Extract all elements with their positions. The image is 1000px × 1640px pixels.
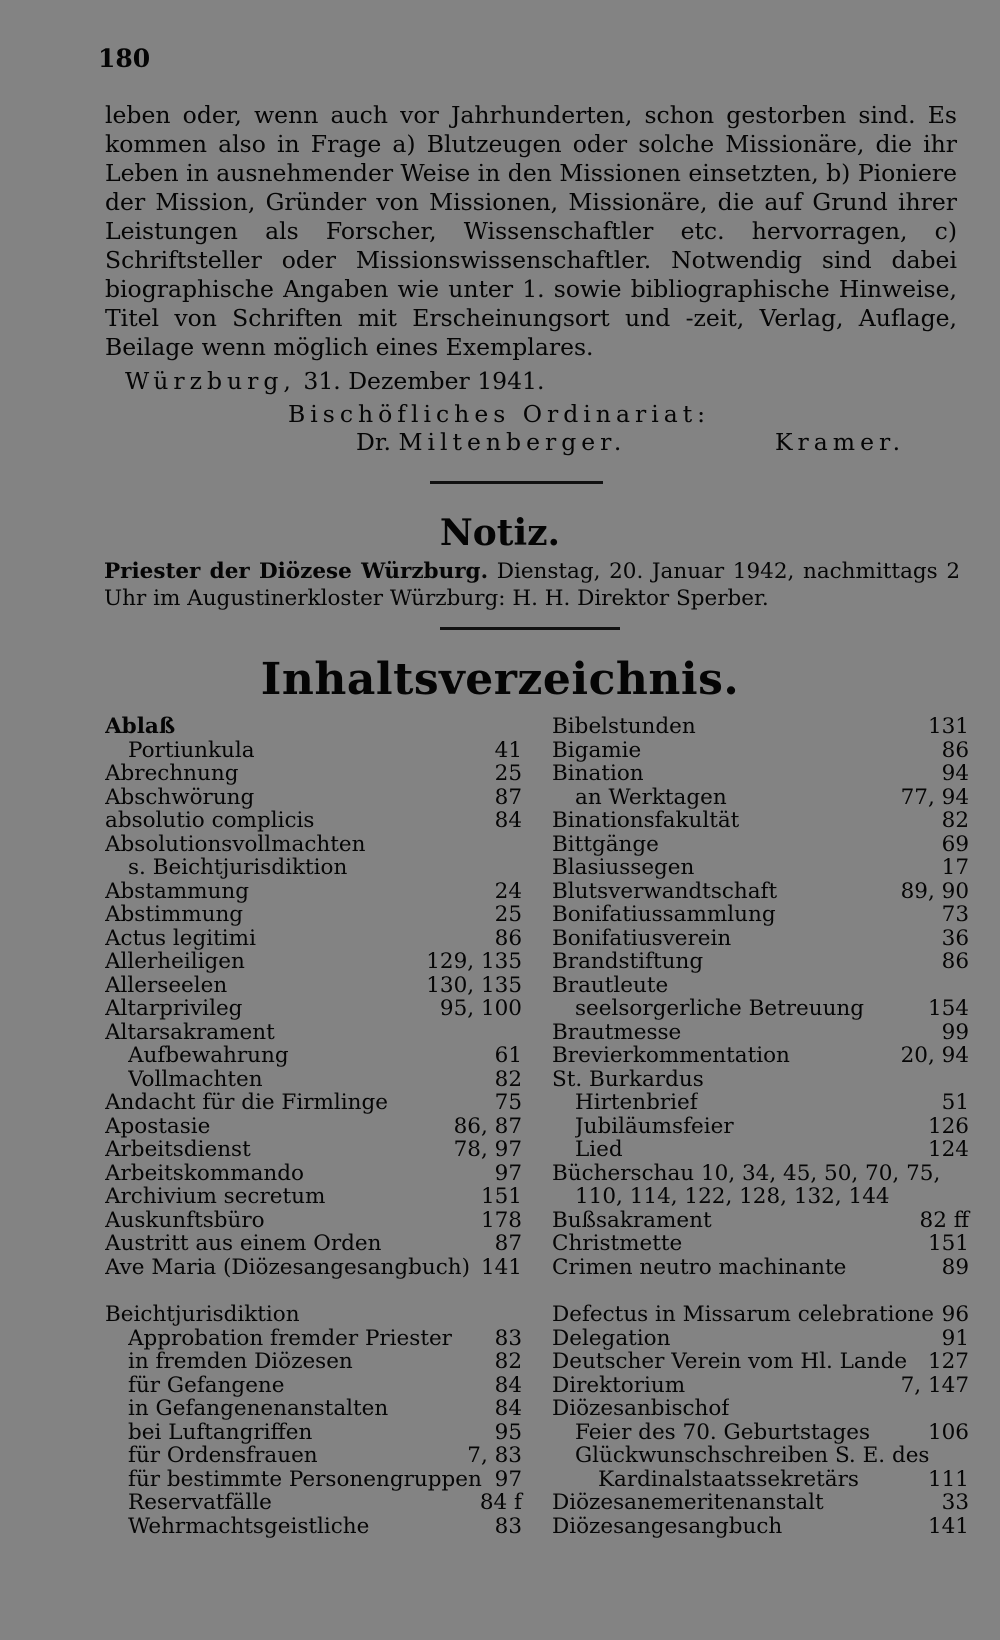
toc-entry-page: 141	[927, 1513, 969, 1539]
toc-entry-label: Brautleute	[552, 973, 669, 997]
toc-entry-page: 75	[494, 1090, 522, 1115]
toc-entry-label: Abschwörung	[105, 785, 255, 809]
body-text	[105, 101, 957, 362]
toc-entry-label: Abrechnung	[105, 762, 239, 786]
toc-entry-label: Austritt aus einem Orden	[105, 1232, 382, 1256]
toc-entry-label: Altarprivileg	[105, 997, 243, 1021]
toc-entry-label: Approbation fremder Priester	[128, 1326, 452, 1350]
toc-entry-page: 82 ff	[919, 1207, 969, 1233]
toc-entry-label: Arbeitsdienst	[105, 1138, 251, 1162]
toc-entry-label: Abstimmung	[105, 903, 244, 927]
toc-entry-label: Aufbewahrung	[128, 1044, 289, 1068]
toc-entry-label: Bußsakrament	[552, 1208, 712, 1232]
toc-entry-page: 89, 90	[900, 878, 969, 904]
toc-entry	[552, 1515, 969, 1539]
toc-entry	[105, 1209, 522, 1233]
toc-entry-label: St. Burkardus	[552, 1067, 704, 1091]
toc-entry-label: Altarsakrament	[105, 1020, 275, 1044]
closing-date: 31. Dezember 1941.	[303, 367, 545, 395]
toc-entry-page: 25	[494, 902, 522, 927]
toc-entry-page: 111	[927, 1466, 969, 1492]
page-number: 180	[98, 44, 151, 73]
toc-entry-label: Christmette	[552, 1232, 683, 1256]
toc-entry-label: Blutsverwandtschaft	[552, 879, 778, 903]
toc-entry-page: 95, 100	[439, 996, 522, 1021]
toc-entry	[105, 1115, 522, 1139]
closing-office: Bischöfliches Ordinariat:	[288, 400, 711, 428]
toc-entry-label: an Werktagen	[575, 785, 727, 809]
toc-entry-page: 69	[941, 831, 969, 857]
toc-entry	[105, 1327, 522, 1351]
toc-entry	[105, 1350, 522, 1374]
toc-entry-label: Diözesangesangbuch	[552, 1514, 783, 1538]
toc-entry	[552, 927, 969, 951]
divider-rule	[440, 627, 620, 630]
toc-entry-page: 77, 94	[900, 784, 969, 810]
toc-entry-page: 126	[927, 1113, 969, 1139]
toc-entry-page: 154	[927, 996, 969, 1021]
toc-entry-page: 97	[494, 1466, 522, 1492]
notice-text: Dienstag, 20. Januar 1942, nachmittags 2 Uhr im Augustinerkloster Würzburg: H. H. Direktor Sperber.	[104, 559, 960, 611]
toc-entry-page: 127	[927, 1349, 969, 1374]
toc-entry-label: bei Luftangriffen	[128, 1420, 313, 1444]
toc-entry-page: 82	[494, 1349, 522, 1374]
toc-entry-label: Blasiussegen	[552, 856, 695, 880]
toc-entry	[105, 903, 522, 927]
toc-entry-label: Brautmesse	[552, 1020, 682, 1044]
toc-entry-label: Absolutionsvollmachten	[105, 832, 366, 856]
toc-entry-page: 86	[494, 925, 522, 951]
toc-entry-label: Reservatfälle	[128, 1491, 272, 1515]
toc-entry	[552, 1021, 969, 1045]
toc-entry-page: 24	[494, 878, 522, 904]
toc-entry-label: Direktorium	[552, 1373, 686, 1397]
toc-entry-page: 61	[494, 1043, 522, 1068]
toc-entry-label: in Gefangenenanstalten	[128, 1397, 389, 1421]
toc-entry-page: 141	[480, 1254, 522, 1280]
toc-entry-page: 84	[494, 808, 522, 833]
toc-title: Inhaltsverzeichnis.	[260, 654, 740, 705]
toc-entry-label: Brandstiftung	[552, 950, 704, 974]
toc-entry-page: 178	[480, 1207, 522, 1233]
toc-entry-label: Auskunftsbüro	[105, 1208, 265, 1232]
toc-entry-label: Portiunkula	[128, 738, 255, 762]
toc-entry-page: 82	[494, 1066, 522, 1092]
toc-entry-label: Glückwunschschreiben S. E. des	[575, 1444, 930, 1468]
toc-entry-label: für Ordensfrauen	[128, 1444, 318, 1468]
toc-entry-page: 94	[941, 761, 969, 786]
toc-left-column	[105, 715, 522, 1538]
toc-entry	[105, 1468, 522, 1492]
toc-entry-label: Allerheiligen	[105, 950, 245, 974]
toc-entry	[552, 1468, 969, 1492]
toc-entry-page: 106	[927, 1419, 969, 1445]
toc-entry-label: Bonifatiussammlung	[552, 903, 776, 927]
toc-entry-page: 51	[941, 1090, 969, 1115]
toc-entry	[552, 1044, 969, 1068]
toc-entry-page: 78, 97	[453, 1137, 522, 1162]
toc-entry	[552, 1256, 969, 1280]
toc-entry	[552, 1491, 969, 1515]
toc-entry-page: 151	[927, 1231, 969, 1256]
toc-entry-page: 84	[494, 1372, 522, 1398]
toc-entry	[552, 809, 969, 833]
toc-entry-label: für Gefangene	[128, 1373, 285, 1397]
toc-entry	[105, 1397, 522, 1421]
notice-title: Notiz.	[439, 512, 561, 554]
toc-entry	[105, 1091, 522, 1115]
toc-entry-page: 7, 147	[900, 1372, 969, 1398]
toc-entry	[105, 1021, 522, 1045]
toc-entry-page: 95	[494, 1419, 522, 1445]
toc-entry	[552, 1421, 969, 1445]
toc-entry	[552, 1091, 969, 1115]
toc-entry	[552, 1068, 969, 1092]
toc-entry	[552, 1162, 969, 1209]
toc-entry	[105, 1185, 522, 1209]
toc-entry-label: Andacht für die Firmlinge	[105, 1091, 388, 1115]
toc-entry-label: Wehrmachtsgeistliche	[128, 1514, 370, 1538]
toc-entry	[552, 1303, 969, 1327]
toc-entry	[105, 950, 522, 974]
closing-place: Würzburg,	[125, 367, 296, 395]
toc-entry-page: 151	[480, 1184, 522, 1209]
toc-entry-label: in fremden Diözesen	[128, 1350, 353, 1374]
toc-entry	[552, 1374, 969, 1398]
toc-entry-label: Lied	[575, 1138, 623, 1162]
toc-entry-label: Binationsfakultät	[552, 809, 740, 833]
toc-entry-page: 91	[941, 1325, 969, 1351]
toc-entry-label: Actus legitimi	[105, 926, 256, 950]
toc-entry-page: 7, 83	[467, 1443, 522, 1468]
toc-entry	[105, 1303, 522, 1327]
toc-entry	[105, 997, 522, 1021]
notice-body	[104, 558, 960, 612]
body-paragraph: leben oder, wenn auch vor Jahrhunderten, schon gestorben sind. Es kommen also in Frage a) Blutzeugen oder solche Missionäre, die ihr Leben in ausnehmender Weise in den Missionen einsetzten, b) Pioniere der Mission, Gründer von Missionen, Missionäre, die auf Grund ihrer Leistungen als Forscher, Wissenschaftler etc. hervorragen, c) Schriftsteller oder Missionswissenschaftler. Notwendig sind dabei biographische Angaben wie unter 1. sowie bibliographische Hinweise, Titel von Schriften mit Erscheinungsort und -zeit, Verlag, Auflage, Beilage wenn möglich eines Exemplares.	[105, 101, 957, 361]
toc-entry-label: Bittgänge	[552, 832, 659, 856]
toc-entry	[105, 833, 522, 857]
toc-entry	[552, 762, 969, 786]
closing-signatory-1-line	[356, 428, 626, 456]
toc-entry-label: Bibelstunden	[552, 715, 696, 739]
closing-title-prefix: Dr.	[356, 428, 391, 456]
toc-entry	[105, 1421, 522, 1445]
toc-entry-page: 20, 94	[900, 1043, 969, 1068]
toc-entry-label: Bücherschau 10, 34, 45, 50, 70, 75, 110, 114, 122, 128, 132, 144	[552, 1160, 941, 1209]
toc-entry	[552, 1209, 969, 1233]
toc-entry	[105, 1491, 522, 1515]
closing-signatory-1: Miltenberger.	[398, 428, 627, 456]
closing-signatory-2: Kramer.	[775, 428, 906, 456]
toc-entry-page: 124	[927, 1137, 969, 1162]
toc-entry-label: Deutscher Verein vom Hl. Lande	[552, 1350, 908, 1374]
toc-right-column	[552, 715, 969, 1538]
toc-entry-page: 87	[494, 1231, 522, 1256]
toc-entry-page: 86	[941, 737, 969, 763]
toc-entry-page: 96	[941, 1302, 969, 1327]
toc-entry-page: 33	[941, 1490, 969, 1515]
toc-entry-page: 87	[494, 784, 522, 810]
divider-rule	[430, 481, 603, 484]
toc-entry-page: 84 f	[479, 1490, 522, 1515]
toc-entry-page: 131	[927, 714, 969, 739]
toc-entry	[552, 1115, 969, 1139]
toc-entry	[105, 1374, 522, 1398]
toc-entry-label: absolutio complicis	[105, 809, 315, 833]
toc-entry	[105, 880, 522, 904]
toc-entry-label: Bonifatiusverein	[552, 926, 732, 950]
toc-entry	[552, 903, 969, 927]
toc-entry	[552, 715, 969, 739]
toc-entry-label: Ablaß	[105, 715, 176, 739]
toc-entry	[105, 1068, 522, 1092]
toc-entry	[105, 1256, 522, 1280]
closing-place-date	[125, 367, 544, 395]
notice-lead: Priester der Diözese Würzburg.	[104, 559, 489, 584]
toc-entry-label: Delegation	[552, 1326, 671, 1350]
toc-entry-label: Arbeitskommando	[105, 1161, 304, 1185]
toc-entry-label: Allerseelen	[105, 973, 228, 997]
toc-entry-label: Diözesanemeritenanstalt	[552, 1491, 824, 1515]
toc-entry	[552, 833, 969, 857]
toc-entry-label: Ave Maria (Diözesangesangbuch)	[105, 1255, 471, 1279]
toc-entry	[105, 927, 522, 951]
toc-entry-label: Vollmachten	[128, 1067, 263, 1091]
toc-entry-label: Feier des 70. Geburtstages	[575, 1420, 870, 1444]
toc-entry-label: Bigamie	[552, 738, 642, 762]
toc-entry	[552, 974, 969, 998]
toc-entry-page: 129, 135	[426, 949, 522, 974]
toc-entry	[105, 1515, 522, 1539]
toc-entry-label: seelsorgerliche Betreuung	[575, 997, 865, 1021]
toc-entry	[105, 809, 522, 833]
toc-entry-page: 83	[494, 1325, 522, 1351]
toc-entry-page: 89	[941, 1254, 969, 1280]
toc-entry	[552, 1232, 969, 1256]
toc-entry	[105, 1044, 522, 1068]
toc-entry	[552, 1397, 969, 1421]
toc-entry	[552, 950, 969, 974]
toc-entry	[552, 997, 969, 1021]
toc-entry	[105, 1138, 522, 1162]
toc-entry-page: 17	[941, 855, 969, 880]
toc-entry-page: 84	[494, 1396, 522, 1421]
toc-entry-label: Brevierkommentation	[552, 1044, 790, 1068]
toc-entry	[552, 856, 969, 880]
toc-entry	[552, 786, 969, 810]
toc-entry	[105, 1162, 522, 1186]
toc-entry	[552, 1327, 969, 1351]
toc-entry-label: Jubiläumsfeier	[575, 1114, 734, 1138]
toc-entry-page: 73	[941, 902, 969, 927]
toc-entry	[105, 1232, 522, 1256]
toc-entry	[105, 739, 522, 763]
toc-entry-label: Archivium secretum	[105, 1185, 326, 1209]
toc-entry	[552, 1138, 969, 1162]
toc-entry	[552, 1444, 969, 1468]
toc-entry-label: Abstammung	[105, 879, 250, 903]
toc-entry-label: Defectus in Missarum celebratione	[552, 1303, 934, 1327]
toc-entry	[105, 856, 522, 880]
toc-entry-page: 36	[941, 925, 969, 951]
toc-entry-label: für bestimmte Personengruppen	[128, 1467, 482, 1491]
toc-entry-page: 83	[494, 1513, 522, 1539]
toc-entry	[552, 1350, 969, 1374]
toc-entry-page: 97	[494, 1160, 522, 1186]
toc-entry-label: Kardinalstaatssekretärs	[598, 1467, 859, 1491]
toc-entry-label: Hirtenbrief	[575, 1091, 698, 1115]
toc-entry-label: Apostasie	[105, 1114, 211, 1138]
toc-entry	[105, 974, 522, 998]
toc-entry-label: Bination	[552, 762, 644, 786]
toc-entry	[105, 762, 522, 786]
toc-entry-page: 25	[494, 761, 522, 786]
toc-entry-label: s. Beichtjurisdiktion	[128, 856, 348, 880]
toc-entry-label: Diözesanbischof	[552, 1397, 730, 1421]
toc-entry-page: 130, 135	[426, 972, 522, 998]
toc-entry	[552, 880, 969, 904]
toc-entry	[105, 1444, 522, 1468]
toc-entry	[105, 786, 522, 810]
toc-entry	[105, 715, 522, 739]
toc-entry-label: Crimen neutro machinante	[552, 1255, 847, 1279]
toc-entry-page: 86	[941, 949, 969, 974]
toc-entry-page: 99	[941, 1019, 969, 1045]
toc-entry-page: 86, 87	[453, 1113, 522, 1139]
toc-entry-page: 82	[941, 808, 969, 833]
toc-entry-page: 41	[494, 737, 522, 763]
toc-entry	[552, 739, 969, 763]
toc-entry-label: Beichtjurisdiktion	[105, 1303, 300, 1327]
